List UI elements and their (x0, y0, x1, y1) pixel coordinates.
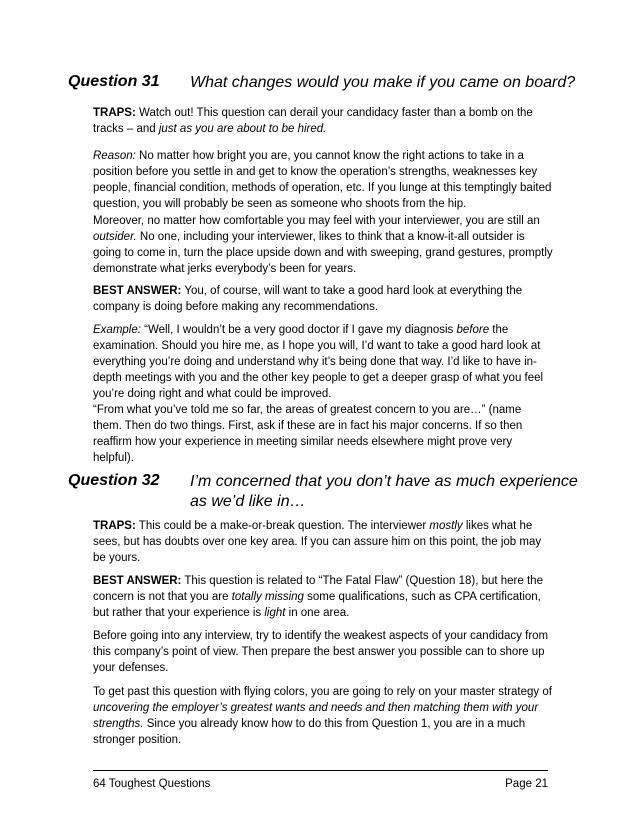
q32-best-label: BEST ANSWER: (93, 575, 182, 587)
question-32-number: Question 32 (68, 472, 160, 489)
q31-best-answer-paragraph (93, 283, 553, 315)
q31-traps-paragraph (93, 105, 553, 137)
q31-from-b: ” (name them. Then do two things. First, ask if these are in fact his major concerns. If so then reaffirm how your experience in meeting similar needs elsewhere might prove very helpful). (93, 404, 523, 464)
q31-traps-italic: just as you are about to be hired. (158, 123, 327, 135)
q31-moreover-b: No one, including your interviewer, likes to think that a know-it-all outsider is going to come in, turn the place upside down and with sweeping, grand gestures, promptly demonstrate what jerks everybody’s been for years. (93, 231, 553, 275)
q32-past-b: Since you already know how to do this from Question 1, you are in a much stronger position. (93, 718, 526, 746)
q32-before-text: Before going into any interview, try to identify the weakest aspects of your candidacy from this company’s point of view. Then prepare the best answer you possible can to shore up your defenses. (93, 630, 549, 674)
q31-from-a: “From what you’ve told me so far, the areas of greatest concern to you are… (93, 404, 482, 416)
q32-best-c: in one area. (285, 607, 350, 619)
question-31-number: Question 31 (68, 73, 160, 90)
q32-best-b: some qualifications, such as CPA certification, but rather that your experience is (93, 591, 541, 619)
q31-moreover-paragraph (93, 213, 553, 277)
q31-reason-label: Reason: (93, 150, 136, 162)
question-32-title: I’m concerned that you don’t have as much experience as we’d like in… (190, 473, 578, 510)
footer-page-number: Page 21 (505, 778, 548, 790)
footer-divider (93, 770, 548, 771)
footer-title: 64 Toughest Questions (93, 778, 211, 790)
q31-reason-text: No matter how bright you are, you cannot know the right actions to take in a position before you settle in and get to know the operation’s strengths, weaknesses key people, financial condition, methods of operation, etc. If you lunge at this temptingly baited question, you will probably be seen as someone who shoots from the hip. (93, 150, 552, 210)
q31-reason-paragraph (93, 148, 553, 212)
q31-moreover-italic: outsider. (93, 231, 137, 243)
q31-moreover-a: Moreover, no matter how comfortable you may feel with your interviewer, you are still an (93, 215, 540, 227)
q31-example-label: Example: (93, 324, 141, 336)
q32-best-answer-paragraph (93, 573, 553, 621)
q32-traps-label: TRAPS: (93, 520, 136, 532)
q31-traps-text: Watch out! This question can derail your candidacy faster than a bomb on the tracks – and (93, 107, 533, 135)
q32-before-paragraph (93, 628, 553, 676)
q31-example-b: the examination. Should you hire me, as I hope you will, I’d want to take a good hard look at everything you’re doing and understand why it’s being done that way. I’d like to have in-depth meetings with you and the other key people to get a deeper grasp of what you feel you’re doing right and what could be improved. (93, 324, 544, 400)
q31-example-a: “Well, I wouldn’t be a very good doctor if I gave my diagnosis (140, 324, 457, 336)
q31-from-paragraph (93, 402, 553, 466)
q32-traps-a: This could be a make-or-break question. The interviewer (135, 520, 430, 532)
q32-past-paragraph (93, 684, 553, 748)
q32-traps-italic: mostly (429, 520, 463, 532)
q31-traps-label: TRAPS: (93, 107, 136, 119)
q32-best-a: This question is related to “The Fatal Flaw” (Question 18), but here the concern is not that you are (93, 575, 543, 603)
q32-traps-b: likes what he sees, but has doubts over one key area. If you can assure him on this point, the job may be yours. (93, 520, 542, 564)
question-31-title: What changes would you make if you came on board? (190, 74, 576, 91)
q32-traps-paragraph (93, 518, 553, 566)
q32-best-italic-2: light (264, 607, 286, 619)
q31-example-paragraph (93, 322, 553, 402)
q31-best-label: BEST ANSWER: (93, 285, 182, 297)
q32-past-italic: uncovering the employer’s greatest wants and needs and then matching them with your strengths. (93, 702, 539, 730)
q32-best-italic-1: totally missing (231, 591, 304, 603)
q32-past-a: To get past this question with flying colors, you are going to rely on your master strategy of (93, 686, 552, 698)
q31-example-italic: before (456, 324, 490, 336)
q31-best-text: You, of course, will want to take a good hard look at everything the company is doing before making any recommendations. (93, 285, 523, 313)
